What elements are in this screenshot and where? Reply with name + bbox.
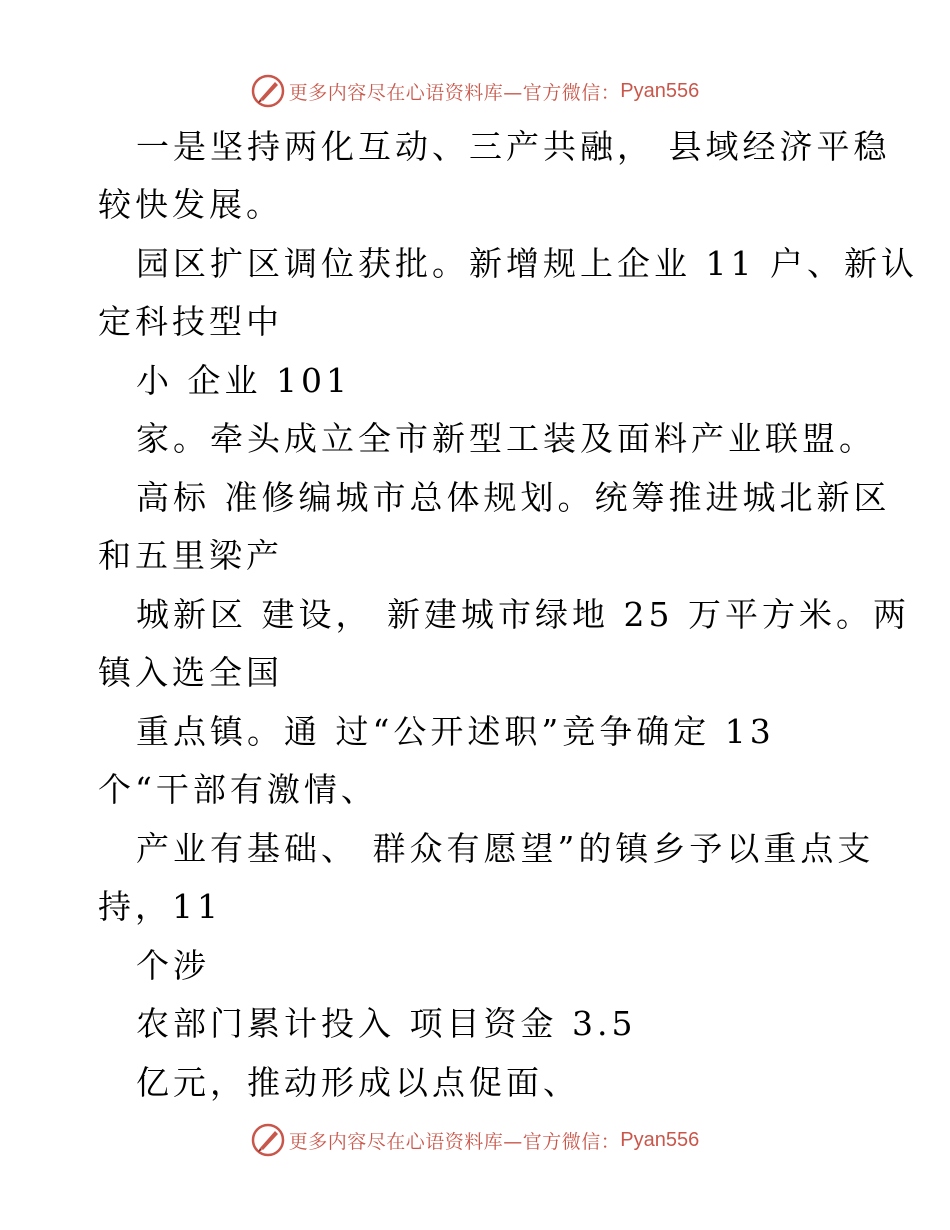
text-line: 城新区 建设， 新建城市绿地 25 万平方米。两	[136, 595, 910, 634]
watermark-text: 更多内容尽在心语资料库—官方微信：	[288, 81, 621, 104]
text-line: 镇入选全国	[98, 653, 283, 692]
text-line: 亿元，推动形成以点促面、	[136, 1063, 580, 1102]
text-line: 一是坚持两化互动、三产共融， 县域经济平稳	[136, 127, 891, 166]
quill-pen-logo-icon	[251, 1123, 285, 1157]
watermark-text: 更多内容尽在心语资料库—官方微信：	[288, 1130, 621, 1153]
quill-pen-logo-icon	[251, 74, 285, 108]
text-line: 持，11	[98, 887, 222, 926]
header-watermark	[0, 71, 950, 111]
watermark-wechat-id: Pyan556	[620, 79, 700, 102]
text-line: 农部门累计投入 项目资金 3.5	[136, 1004, 637, 1043]
text-line: 家。牵头成立全市新型工装及面料产业联盟。	[136, 419, 876, 458]
watermark-wechat-id: Pyan556	[620, 1128, 700, 1151]
text-line: 个涉	[136, 946, 210, 985]
text-line: 产业有基础、 群众有愿望”的镇乡予以重点支	[136, 829, 875, 868]
text-line: 个“干部有激情、	[98, 770, 378, 809]
footer-watermark	[0, 1120, 950, 1160]
text-line: 高标 准修编城市总体规划。统筹推进城北新区	[136, 478, 891, 517]
text-line: 和五里梁产	[98, 536, 283, 575]
text-line: 园区扩区调位获批。新增规上企业 11 户、新认	[136, 244, 918, 283]
text-line: 重点镇。通 过“公开述职”竞争确定 13	[136, 712, 775, 751]
text-line: 较快发展。	[98, 185, 283, 224]
text-line: 定科技型中	[98, 302, 283, 341]
text-line: 小 企业 101	[136, 361, 351, 400]
